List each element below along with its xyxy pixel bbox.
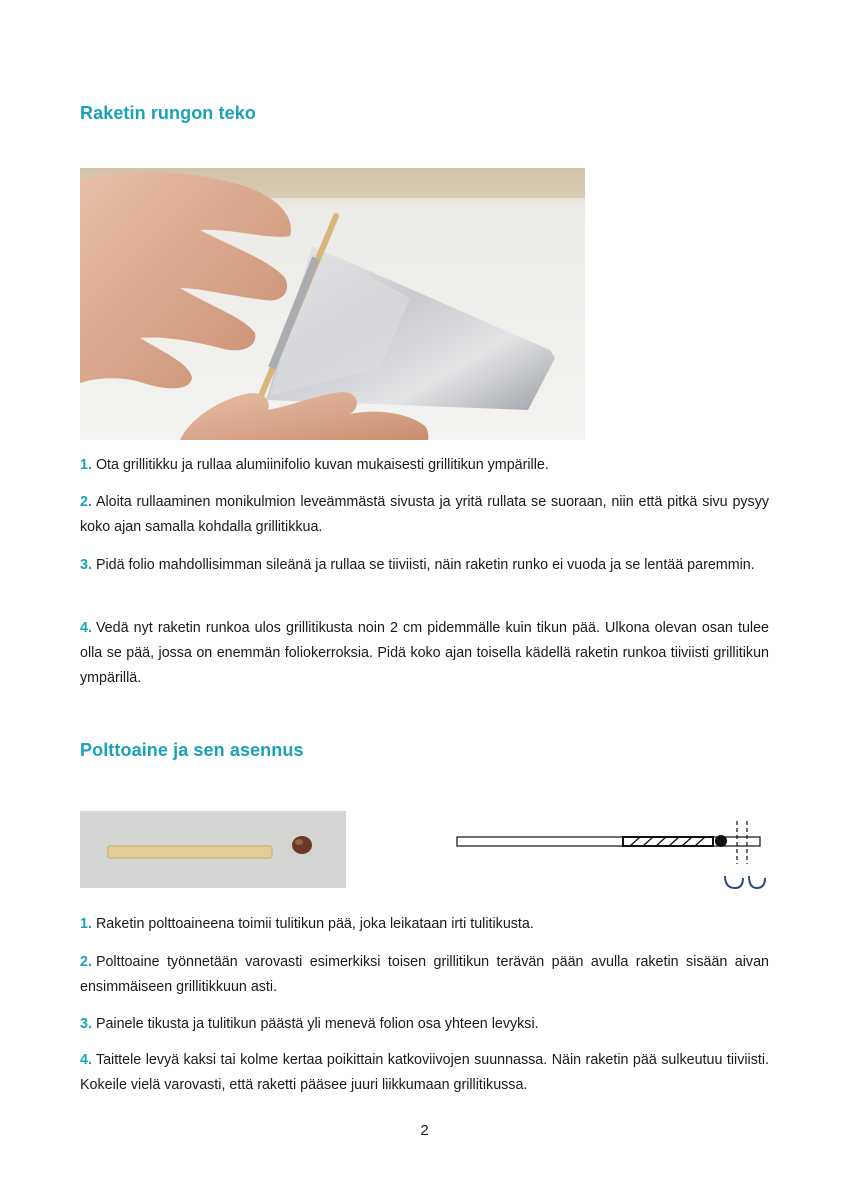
photo-matchstick (80, 811, 346, 888)
diagram-rocket-fold (455, 818, 770, 893)
section-title-polttoaine: Polttoaine ja sen asennus (80, 740, 304, 760)
step-2-rungon-teko: 2. Aloita rullaaminen monikulmion leveämmästä sivusta ja yritä rullata se suoraan, niin että pitkä sivu pysyy koko ajan samalla kohdalla grillitikkua. (80, 494, 769, 535)
step-3-rungon-teko: 3. Pidä folio mahdollisimman sileänä ja rullaa se tiiviisti, näin raketin runko ei vuoda ja se lentää paremmin. (80, 557, 755, 573)
photo-foil-rolling (80, 168, 585, 440)
step-4-rungon-teko: 4. Vedä nyt raketin runkoa ulos grillitikusta noin 2 cm pidemmälle kuin tikun pää. Ulkona olevan osan tulee olla se pää, jossa on enemmän foliokerroksia. Pidä koko ajan toisella kädellä raketin runkoa tiiviisti grillitikun ympärillä. (80, 620, 769, 686)
step-1-rungon-teko: 1. Ota grillitikku ja rullaa alumiinifolio kuvan mukaisesti grillitikun ympärille. (80, 457, 549, 473)
page-number: 2 (420, 1122, 429, 1139)
step-2-polttoaine: 2. Polttoaine työnnetään varovasti esimerkiksi toisen grillitikun terävän pään avulla raketin sisään aivan ensimmäiseen grillitikkuun asti. (80, 954, 769, 995)
section-title-rungon-teko: Raketin rungon teko (80, 103, 256, 123)
step-4-polttoaine: 4. Taittele levyä kaksi tai kolme kertaa poikittain katkoviivojen suunnassa. Näin raketin pää sulkeutuu tiiviisti. Kokeile vielä varovasti, että raketti pääsee juuri liikkumaan grillitikussa. (80, 1052, 769, 1093)
step-3-polttoaine: 3. Painele tikusta ja tulitikun päästä yli menevä folion osa yhteen levyksi. (80, 1016, 539, 1032)
step-1-polttoaine: 1. Raketin polttoaineena toimii tulitikun pää, joka leikataan irti tulitikusta. (80, 916, 534, 932)
